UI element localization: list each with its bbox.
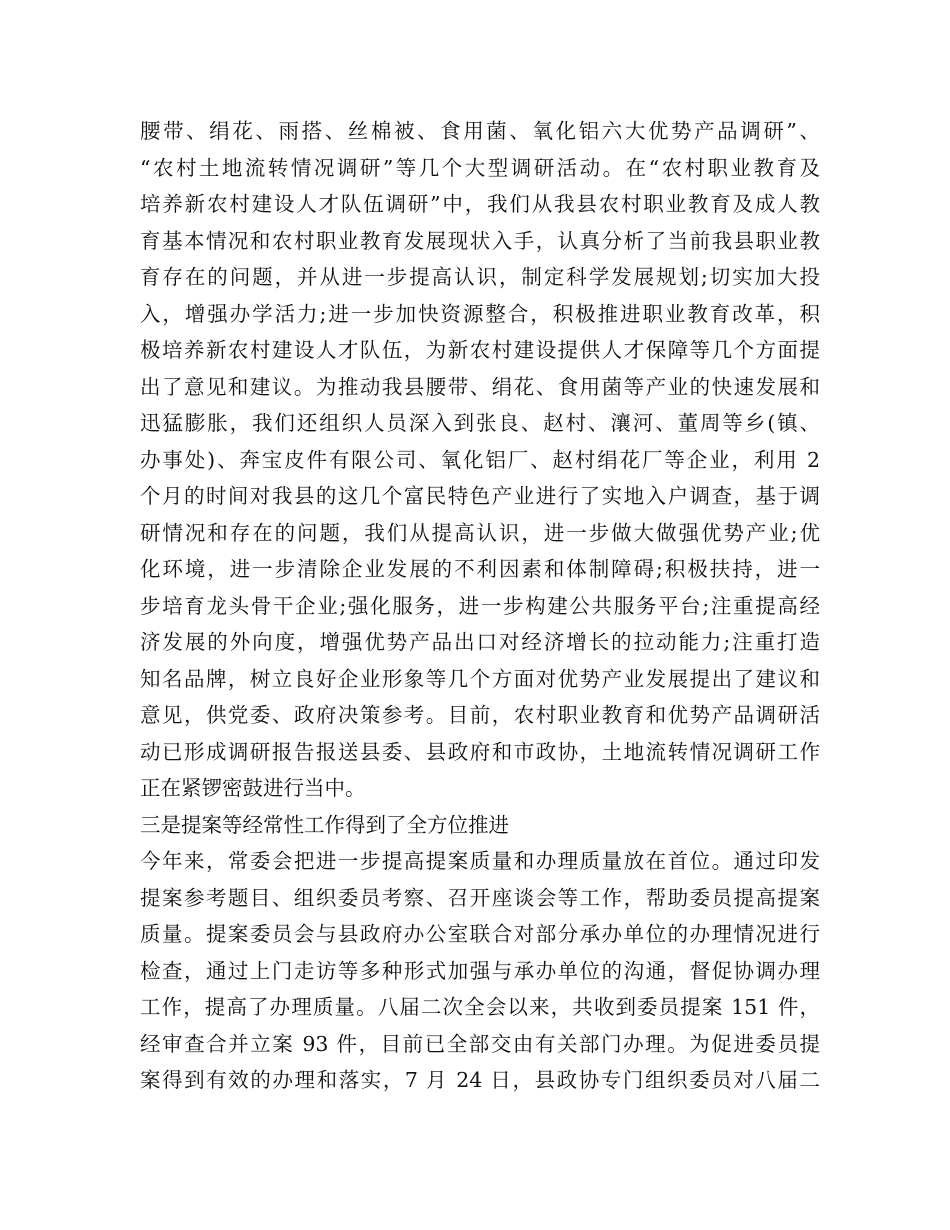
text-line: 培养新农村建设人才队伍调研”中，我们从我县农村职业教育及成人教 [140, 192, 820, 216]
text-line: 知名品牌，树立良好企业形象等几个方面对优势产业发展提出了建议和 [140, 666, 820, 691]
text-line: 质量。提案委员会与县政府办公室联合对部分承办单位的办理情况进行 [140, 922, 820, 946]
text-line: 检查，通过上门走访等多种形式加强与承办单位的沟通，督促协调办理 [140, 958, 820, 983]
text-line: 案得到有效的办理和落实，7 月 24 日，县政协专门组织委员对八届二 [140, 1068, 820, 1092]
text-line: 研情况和存在的问题，我们从提高认识，进一步做大做强优势产业;优 [140, 520, 820, 545]
text-line: 今年来，常委会把进一步提高提案质量和办理质量放在首位。通过印发 [140, 849, 820, 873]
document-body [140, 113, 820, 1099]
text-line: 工作，提高了办理质量。八届二次全会以来，共收到委员提案 151 件， [140, 995, 820, 1019]
text-line: “农村土地流转情况调研”等几个大型调研活动。在“农村职业教育及 [140, 155, 820, 180]
text-line: 育基本情况和农村职业教育发展现状入手，认真分析了当前我县职业教 [140, 228, 820, 253]
text-line: 迅猛膨胀，我们还组织人员深入到张良、赵村、瀼河、董周等乡(镇、 [140, 411, 820, 435]
text-line: 育存在的问题，并从进一步提高认识，制定科学发展规划;切实加大投 [140, 265, 820, 289]
text-line: 腰带、绢花、雨搭、丝棉被、食用菌、氧化铝六大优势产品调研”、 [140, 119, 820, 143]
text-line: 极培养新农村建设人才队伍，为新农村建设提供人才保障等几个方面提 [140, 338, 820, 362]
text-line: 出了意见和建议。为推动我县腰带、绢花、食用菌等产业的快速发展和 [140, 374, 820, 399]
text-line: 经审查合并立案 93 件，目前已全部交由有关部门办理。为促进委员提 [140, 1031, 820, 1056]
text-line: 化环境，进一步清除企业发展的不利因素和体制障碍;积极扶持，进一 [140, 557, 820, 581]
text-line: 办事处)、奔宝皮件有限公司、氧化铝厂、赵村绢花厂等企业，利用 2 [140, 447, 820, 472]
text-line: 步培育龙头骨干企业;强化服务，进一步构建公共服务平台;注重提高经 [140, 593, 820, 618]
text-line: 济发展的外向度，增强优势产品出口对经济增长的拉动能力;注重打造 [140, 630, 820, 654]
text-line: 提案参考题目、组织委员考察、召开座谈会等工作，帮助委员提高提案 [140, 885, 820, 910]
text-line: 意见，供党委、政府决策参考。目前，农村职业教育和优势产品调研活 [140, 703, 820, 727]
text-line: 个月的时间对我县的这几个富民特色产业进行了实地入户调查，基于调 [140, 484, 820, 508]
text-line: 入，增强办学活力;进一步加快资源整合，积极推进职业教育改革，积 [140, 301, 820, 326]
text-line: 正在紧锣密鼓进行当中。 [140, 776, 366, 800]
text-line: 动已形成调研报告报送县委、县政府和市政协，土地流转情况调研工作 [140, 739, 820, 764]
section-heading: 三是提案等经常性工作得到了全方位推进 [140, 812, 509, 837]
